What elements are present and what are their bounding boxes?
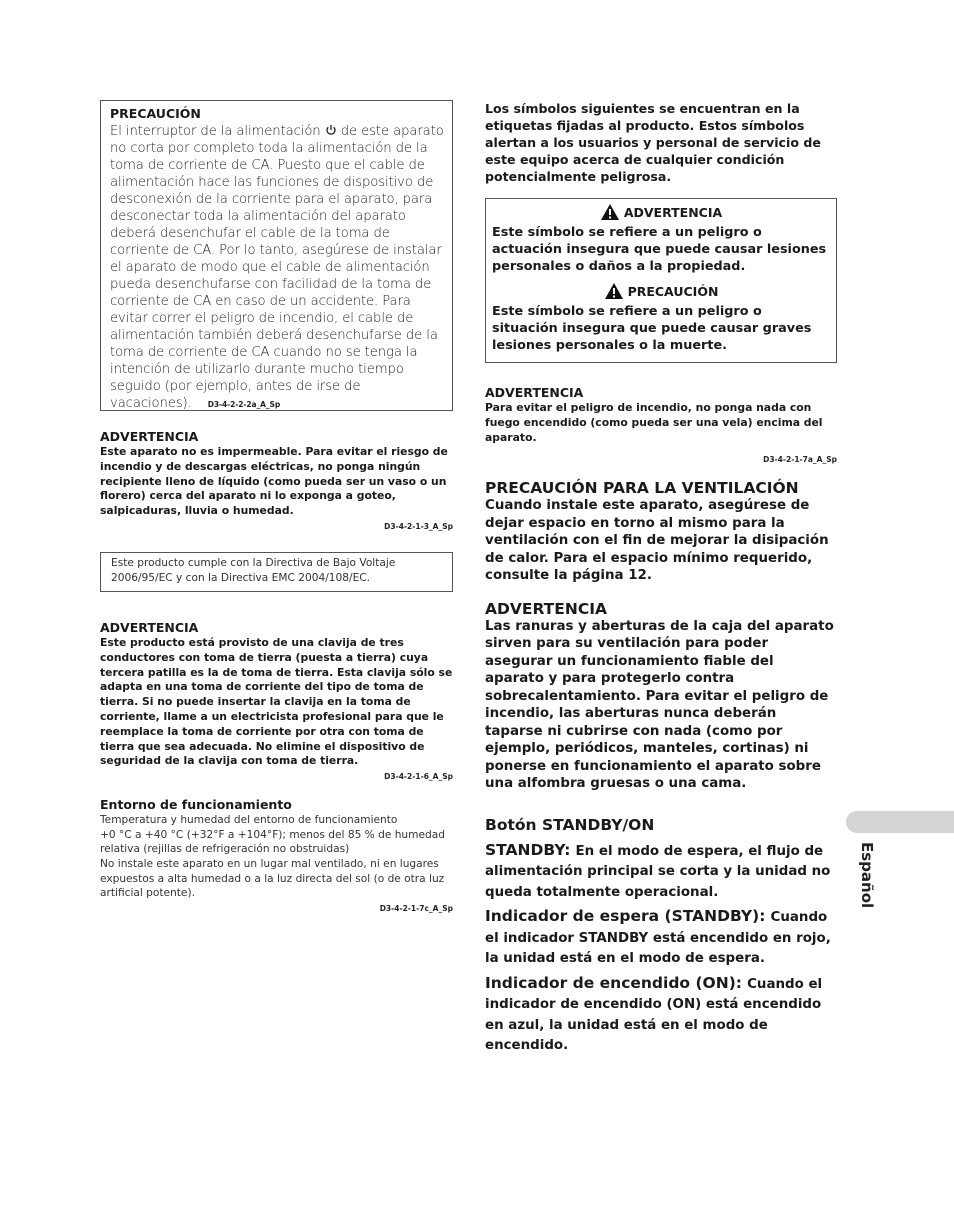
warning-plug-code: D3-4-2-1-6_A_Sp [384, 772, 453, 782]
precaution-text-rest: de este aparato no corta por completo toda la alimentación de la toma de corriente de CA. Puesto que el cable de alimentación hace las funciones de dispositivo de desconexión de la corriente para el aparato, para desconectar toda la alimentación del aparato deberá desenchufar el cable de la toma de corriente de CA. Por lo tanto, asegúrese de instalar el aparato de modo que el cable de alimentación pueda desenchufarse con facilidad de la toma de corriente de CA en caso de un accidente. Para evitar correr el peligro de incendio, el cable de alimentación también deberá desenchufarse de la toma de corriente de CA cuando no se tenga la intención de utilizarlo durante mucho tiempo seguido (por ejemplo, antes de irse de vacaciones). [110, 124, 444, 411]
warning-openings-block [485, 600, 837, 793]
environment-block [100, 797, 453, 913]
warning-water-title: ADVERTENCIA [100, 429, 199, 444]
standby-term: STANDBY: [485, 840, 571, 859]
symbol-title-warning: ADVERTENCIA [623, 205, 723, 220]
ventilation-title: PRECAUCIÓN PARA LA VENTILACIÓN [485, 479, 799, 498]
symbol-title-caution: PRECAUCIÓN [627, 284, 719, 299]
warning-triangle-icon [600, 205, 624, 220]
right-column [485, 100, 837, 1055]
precaution-text [110, 123, 444, 413]
symbol-heading-warning [492, 203, 830, 221]
standby-title: Botón STANDBY/ON [485, 815, 655, 834]
language-side-tab [846, 811, 954, 833]
warning-water-text: Este aparato no es impermeable. Para evitar el riesgo de incendio y de descargas eléctricas, no ponga ningún recipiente lleno de líquido (como pueda ser un vaso o un florero) cerca del aparato ni lo exponga a goteo, salpicaduras, lluvia o humedad. [100, 445, 448, 518]
symbol-text-caution: Este símbolo se refiere a un peligro o situación insegura que puede causar graves lesiones personales o la muerte. [492, 304, 812, 353]
warning-plug-block [100, 620, 453, 781]
standby-block [485, 816, 837, 1055]
environment-text-3: No instale este aparato en un lugar mal ventilado, ni en lugares expuestos a alta humedad o a la luz directa del sol (o de otra luz artificial potente). [100, 857, 445, 900]
on-indicator-term: Indicador de encendido (ON): [485, 973, 742, 992]
symbols-intro: Los símbolos siguientes se encuentran en la etiquetas fijadas al producto. Estos símbolos alertan a los usuarios y personal de servicio de este equipo acerca de cualquier condición potencialmente peligrosa. [485, 101, 821, 184]
warning-openings-text: Las ranuras y aberturas de la caja del aparato sirven para su ventilación para poder asegurar un funcionamiento fiable del aparato y para protegerlo contra sobrecalentamiento. Para evitar el peligro de incendio, las aberturas nunca deberán taparse ni cubrirse con nada (como por ejemplo, periódicos, manteles, cortinas) ni ponerse en funcionamiento el aparato sobre una alfombra gruesas o una cama. [485, 618, 834, 792]
warning-plug-text: Este producto está provisto de una clavija de tres conductores con toma de tierra (puesta a tierra) cuya tercera patilla es la de toma de tierra. Esta clavija sólo se adapta en una toma de corriente del tipo de toma de tierra. Si no puede insertar la clavija en la toma de corriente, llame a un electricista profesional para que le reemplace la toma de corriente por otra con toma de tierra que sea adecuada. No elimine el dispositivo de seguridad de la clavija con toma de tierra. [100, 635, 453, 768]
symbol-text-warning: Este símbolo se refiere a un peligro o actuación insegura que puede causar lesiones personales o daños a la propiedad. [492, 225, 827, 274]
precaution-box [100, 100, 453, 411]
warning-openings-title: ADVERTENCIA [485, 599, 607, 618]
power-standby-icon [325, 124, 337, 139]
warning-fire-block [485, 385, 837, 464]
standby-desc: En el modo de espera, el flujo de alimentación principal se corta y la unidad no queda totalmente operacional. [485, 843, 831, 900]
standby-indicator-desc: Cuando el indicador STANDBY está encendido en rojo, la unidad está en el modo de espera. [485, 910, 831, 967]
language-side-label: Español [858, 842, 876, 909]
precaution-code: D3-4-2-2-2a_A_Sp [207, 400, 281, 409]
symbols-box [485, 198, 837, 363]
warning-fire-title: ADVERTENCIA [485, 385, 584, 400]
left-column [100, 100, 453, 913]
environment-title: Entorno de funcionamiento [100, 797, 292, 813]
precaution-title: PRECAUCIÓN [110, 106, 201, 121]
directive-box [100, 552, 453, 592]
precaution-text-start: El interruptor de la alimentación [110, 124, 321, 139]
environment-code: D3-4-2-1-7c_A_Sp [379, 903, 453, 913]
on-indicator-item [485, 973, 837, 1055]
environment-text-1: Temperatura y humedad del entorno de funcionamiento [100, 814, 398, 827]
symbol-heading-caution [492, 282, 830, 300]
ventilation-block [485, 479, 837, 585]
warning-water-code: D3-4-2-1-3_A_Sp [384, 521, 453, 531]
warning-fire-text: Para evitar el peligro de incendio, no ponga nada con fuego encendido (como pueda ser una vela) encima del aparato. [485, 401, 823, 444]
warning-plug-title: ADVERTENCIA [100, 619, 199, 635]
standby-indicator-item [485, 906, 837, 968]
standby-item [485, 840, 837, 902]
environment-text-2: +0 °C a +40 °C (+32°F a +104°F); menos del 85 % de humedad relativa (rejillas de refrigeración no obstruidas) [100, 828, 445, 856]
on-indicator-desc: Cuando el indicador de encendido (ON) está encendido en azul, la unidad está en el modo de encendido. [485, 976, 823, 1054]
standby-indicator-term: Indicador de espera (STANDBY): [485, 907, 766, 926]
directive-text: Este producto cumple con la Directiva de Bajo Voltaje 2006/95/EC y con la Directiva EMC 2004/108/EC. [111, 556, 396, 584]
ventilation-text: Cuando instale este aparato, asegúrese de dejar espacio en torno al mismo para la ventilación con el fin de mejorar la disipación de calor. Para el espacio mínimo requerido, consulte la página 12. [485, 498, 829, 584]
warning-fire-code: D3-4-2-1-7a_A_Sp [763, 455, 837, 465]
warning-triangle-icon [604, 284, 628, 299]
warning-water-block [100, 429, 453, 531]
